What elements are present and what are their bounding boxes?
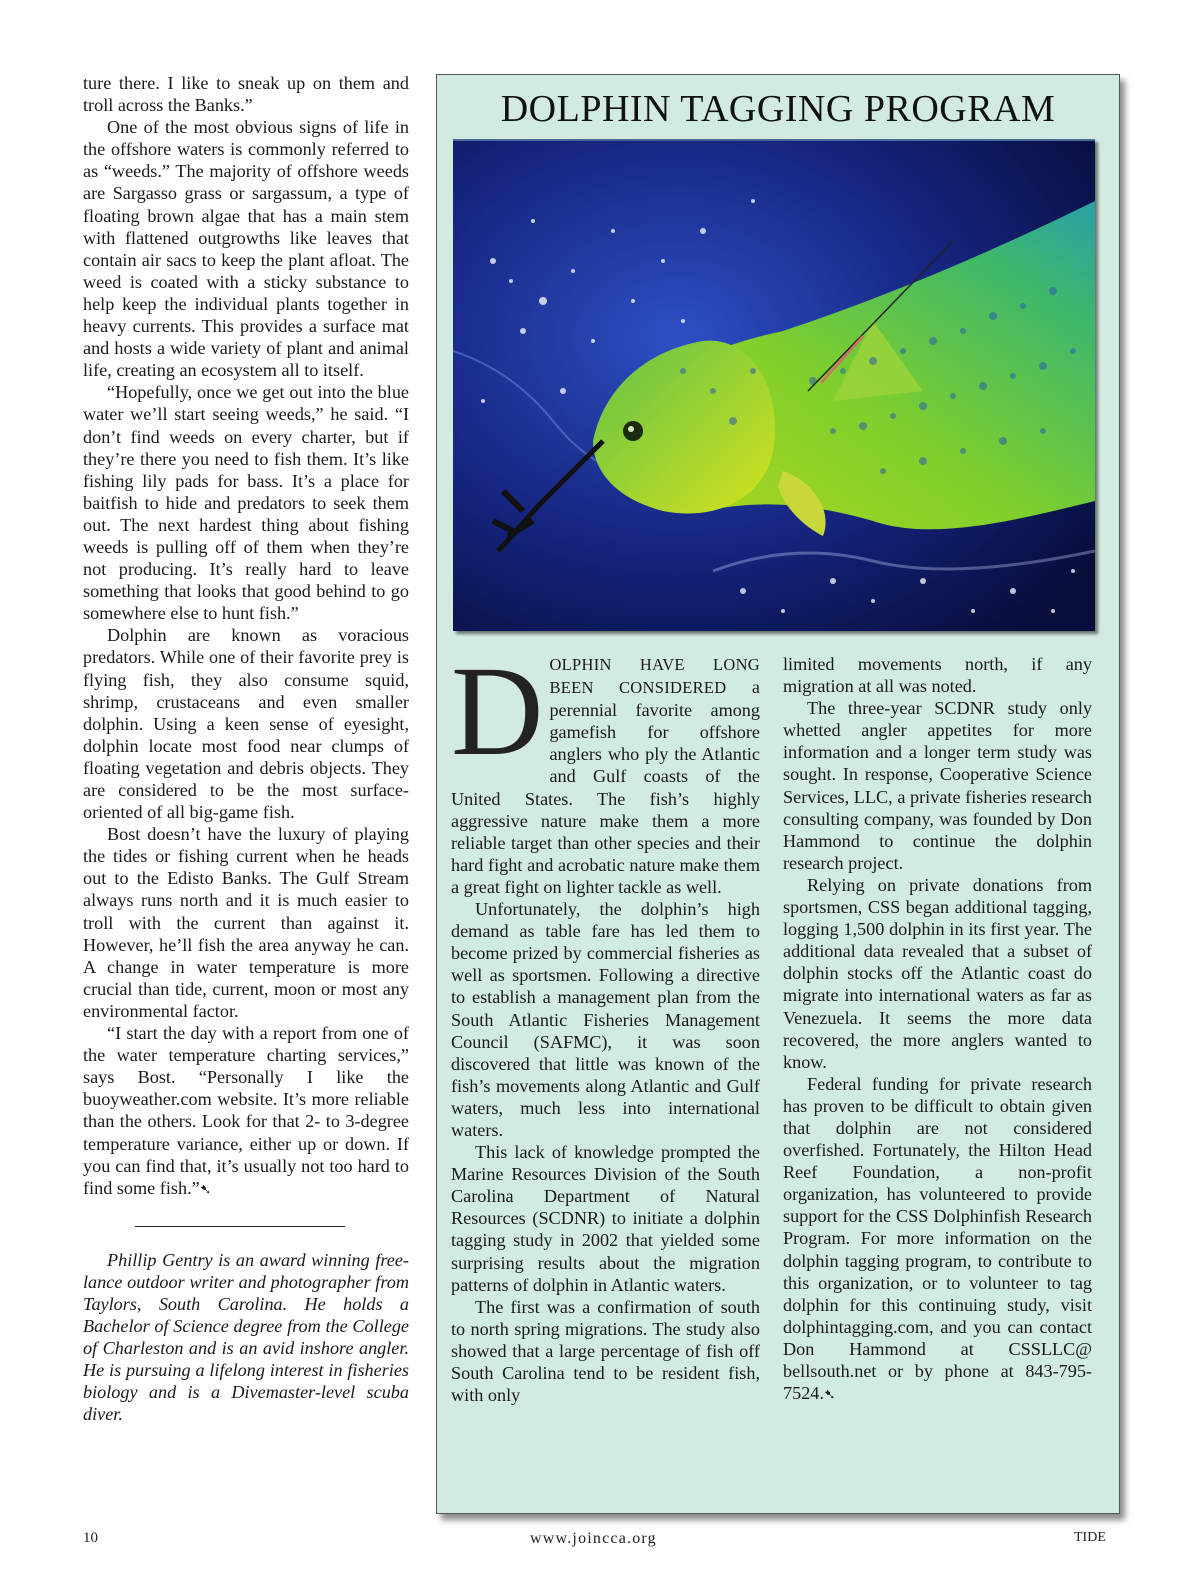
sidebar-paragraph: The three-year SCDNR study only whetted angler appetites for more information and a longer term study was sought. In response, Cooperative Science Services, LLC, a private fisheries research consulting company, was founded by Don Hammond to continue the dolphin research project. (783, 698, 1092, 873)
drop-cap: D (451, 640, 544, 782)
bio-divider (135, 1226, 345, 1227)
dolphinfish-photo-icon (453, 141, 1095, 631)
article-paragraph: Dolphin are known as voracious predators. While one of their favorite prey is flying fish, they also consume squid, shrimp, crustaceans and even smaller dolphin. Using a keen sense of eyesight, dolphin locate most food near clumps of floating vegetation and debris objects. They are considered to be the most surface-oriented of all big-game fish. (83, 625, 409, 823)
dolphinfish-photo (453, 139, 1095, 631)
page-number: 10 (83, 1530, 98, 1546)
sidebar-paragraph (783, 1073, 1092, 1407)
article-paragraph (83, 1022, 409, 1202)
sidebar-title: DOLPHIN TAGGING PROGRAM (500, 88, 1056, 130)
article-paragraph: “Hopefully, once we get out into the blue water we’ll start seeing weeds,” he said. “I don’t find weeds on every charter, but if they’re there you need to fish them. It’s like fishing lily pads for bass. It’s a place for baitfish to hide and predators to seek them out. The next hardest thing about fishing weeds is pulling off of them when they’re not producing. It’s really hard to leave something that looks that good behind to go somewhere else to hunt fish.” (83, 382, 409, 624)
sidebar-paragraph: This lack of knowledge prompted the Marine Resources Division of the South Carolina Department of Natural Resources (SCDNR) to initiate a dolphin tagging study in 2002 that yielded some surprising results about the migration patterns of dolphin in Atlantic waters. (451, 1142, 760, 1295)
magazine-name: TIDE (1074, 1530, 1106, 1545)
sidebar-column-1 (451, 640, 760, 1406)
end-mark-icon: ➷ (823, 1388, 836, 1404)
article-paragraph: ture there. I like to sneak up on them and troll across the Banks.” (83, 73, 409, 116)
sidebar-paragraph: limited movements north, if any migration at all was noted. (783, 654, 1092, 697)
sidebar-lead-paragraph (451, 640, 760, 898)
author-bio: Phillip Gentry is an award winning free-lance outdoor writer and photographer from Taylors, South Carolina. He holds a Bachelor of Science degree from the College of Charleston and is an avid inshore angler. He is pursuing a lifelong interest in fisheries biology and is a Divemaster-level scuba diver. (83, 1249, 409, 1425)
footer-website: www.joincca.org (530, 1530, 657, 1547)
dolphin-tagging-sidebar (436, 74, 1120, 1514)
sidebar-paragraph: The first was a confirmation of south to north spring migrations. The study also showed that a large percentage of fish off South Carolina tend to be resident fish, with only (451, 1296, 760, 1406)
left-article-column (83, 72, 409, 1426)
sidebar-paragraph: Unfortunately, the dolphin’s high demand as table fare has led them to become prized by commercial fisheries as well as sportsmen. Following a directive to establish a management plan from the South Atlantic Fisheries Management Council (SAFMC), it was soon discovered that little was known of the fish’s movements along Atlantic and Gulf waters, much less into international waters. (451, 899, 760, 1140)
article-paragraph-text: “I start the day with a report from one of the water temperature charting services,” says Bost. “Personally I like the buoyweather.com website. It’s more reliable than the others. Look for that 2- to 3-degree temperature variance, either up or down. If you can find that, it’s usually not too hard to find some fish.” (83, 1023, 409, 1198)
sidebar-paragraph-text: Federal funding for private research has proven to be difficult to obtain given that dolphin are not considered overfished. Fortunately, the Hilton Head Reef Foundation, a non-profit organization, has volunteered to provide support for the CSS Dolphinfish Research Program. For more information on the dolphin tagging program, to contribute to this organization, or to volunteer to tag dolphin for this continuing study, visit dolphintagging.com, and you can contact Don Hammond at CSSLLC@ bellsouth.net or by phone at 843-795-7524. (783, 1073, 1092, 1404)
article-paragraph: One of the most obvious signs of life in the offshore waters is commonly referred to as “weeds.” The majority of offshore weeds are Sargasso grass or sargassum, a type of floating brown algae that has a main stem with flattened outgrowths like leaves that contain air sacs to keep the plant afloat. The weed is coated with a sticky substance to help keep the individual plants together in heavy currents. This provides a surface mat and hosts a wide variety of plant and animal life, creating an ecosystem all to itself. (83, 117, 409, 381)
lead-text: a perennial favorite among gamefish for offshore anglers who ply the Atlantic and Gulf coasts of the United States. The fish’s highly aggressive nature make them a more reliable target than other species and their hard fight and acrobatic nature make them a great fight on lighter tackle as well. (451, 677, 760, 897)
end-mark-icon: ➷ (199, 1182, 212, 1198)
lead-smallcaps: OLPHIN HAVE LONG BEEN CONSIDERED (549, 655, 760, 698)
article-paragraph: Bost doesn’t have the luxury of playing the tides or fishing current when he heads out to the Edisto Banks. The Gulf Stream always runs north and it is much easier to troll with the current than against it. However, he’ll fish the area anyway he can. A change in water temperature is more crucial than tide, current, moon or most any environmental factor. (83, 824, 409, 1021)
sidebar-paragraph: Relying on private donations from sportsmen, CSS began additional tagging, logging 1,500 dolphin in its first year. The additional data revealed that a subset of dolphin stocks off the Atlantic coast do migrate into international waters as far as Venezuela. It seems the more data recovered, the more anglers wanted to know. (783, 874, 1092, 1072)
sidebar-column-2 (783, 653, 1092, 1407)
